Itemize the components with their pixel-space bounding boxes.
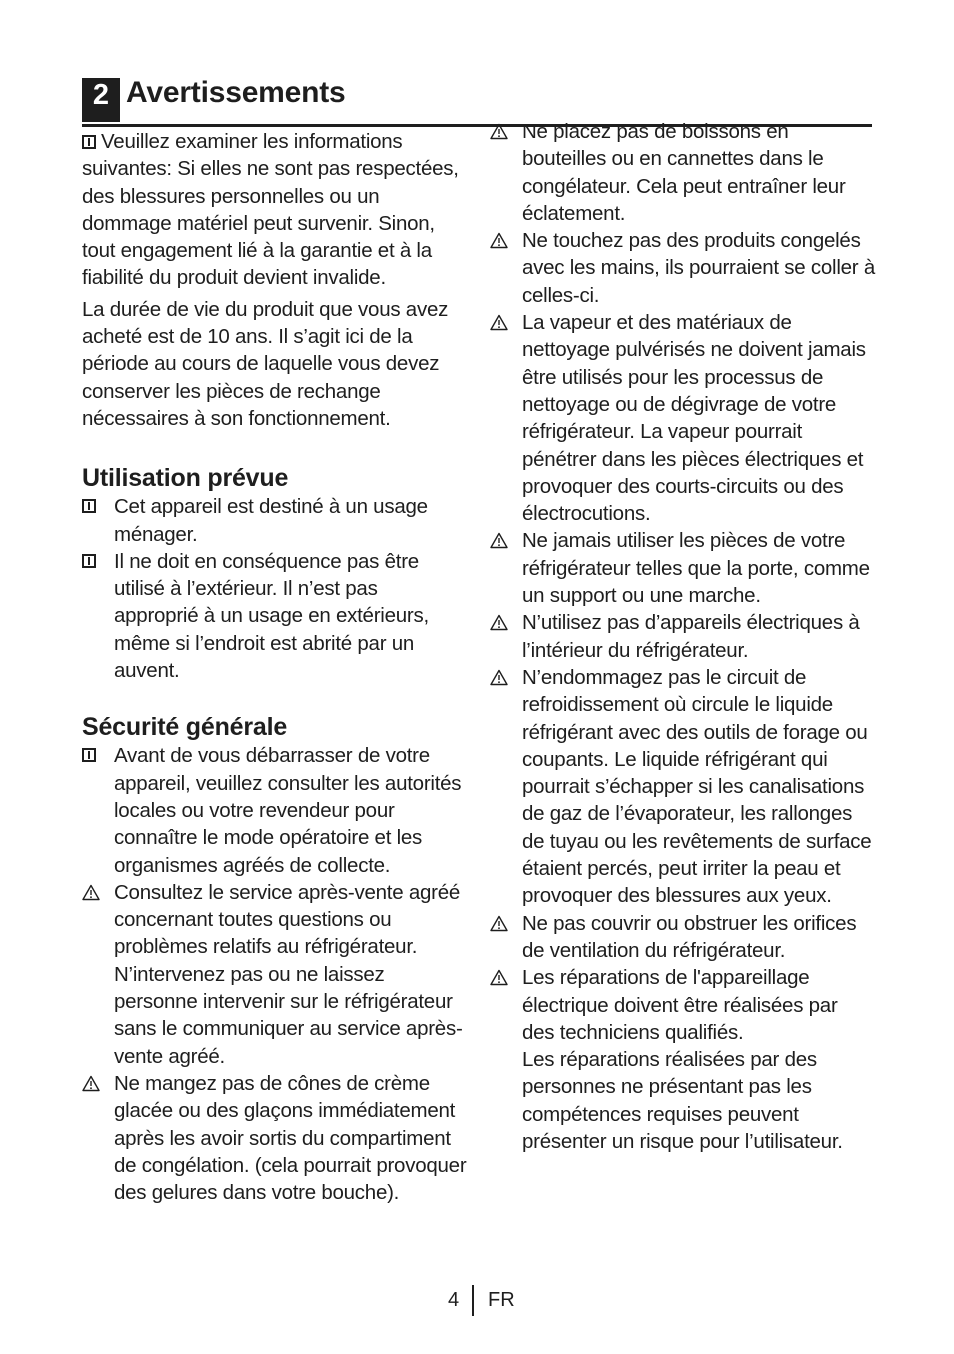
list-item-text: Ne placez pas de boissons en bouteilles ou en cannettes dans le congélateur. Cela peut entraîner leur éclatement. xyxy=(522,120,846,225)
warning-icon xyxy=(490,232,508,249)
intro-paragraph-1 xyxy=(82,128,467,292)
list-item-text: La vapeur et des matériaux de nettoyage pulvérisés ne doivent jamais être utilisés pour les processus de nettoyage ou de dégivrage de votre réfrigérateur. La vapeur pourrait pénétrer dans les pièces électriques et provoquer des courts-circuits ou des électrocutions. xyxy=(522,311,866,526)
intro-paragraph-2: La durée de vie du produit que vous avez acheté est de 10 ans. Il s’agit ici de la période au cours de laquelle vous devez conserver les pièces de rechange nécessaires à son fonctionnement. xyxy=(82,297,449,430)
language-code: FR xyxy=(488,1289,515,1311)
info-icon xyxy=(82,748,96,762)
list-item-text: Consultez le service après-vente agréé concernant toutes questions ou problèmes relatifs au réfrigérateur. N’intervenez pas ou ne laissez personne intervenir sur le réfrigérateur sans le communiquer au service après-vente agréé. xyxy=(114,880,463,1068)
page-number: 4 xyxy=(448,1289,460,1311)
warning-icon xyxy=(490,614,508,631)
right-column xyxy=(490,118,875,1155)
list-item-text: Il ne doit en conséquence pas être utilisé à l’extérieur. Il n’est pas approprié à un usage en extérieurs, même si l’endroit est abrité par un auvent. xyxy=(114,549,429,683)
list-item xyxy=(82,548,467,684)
list-item-text: N’utilisez pas d’appareils électriques à l’intérieur du réfrigérateur. xyxy=(522,611,860,662)
info-icon xyxy=(82,135,96,149)
list-item xyxy=(82,1070,467,1206)
left-column xyxy=(82,128,467,1206)
list-item xyxy=(490,609,875,664)
list-item xyxy=(82,879,467,1070)
list-item xyxy=(490,910,875,965)
list-item-text: Avant de vous débarrasser de votre appareil, veuillez consulter les autorités locales ou votre revendeur pour connaître le mode opératoire et les organismes agréés de collecte. xyxy=(114,744,462,877)
warning-icon xyxy=(82,1075,100,1092)
list-item-text: Cet appareil est destiné à un usage ménager. xyxy=(114,495,428,546)
list-item-text: Ne pas couvrir ou obstruer les orifices de ventilation du réfrigérateur. xyxy=(522,911,857,962)
section-title-intended-use: Utilisation prévue xyxy=(82,464,289,493)
warning-icon xyxy=(490,314,508,331)
info-icon xyxy=(82,499,96,513)
list-item-text-continued: Les réparations réalisées par des personnes ne présentant pas les compétences requises peuvent présenter un risque pour l’utilisateur. xyxy=(522,1048,843,1153)
warning-icon xyxy=(82,884,100,901)
chapter-title: Avertissements xyxy=(126,76,346,109)
footer-divider xyxy=(472,1285,474,1316)
list-item-text: Ne mangez pas de cônes de crème glacée ou des glaçons immédiatement après les avoir sortis du compartiment de congélation. (cela pourrait provoquer des gelures dans votre bouche). xyxy=(114,1071,467,1205)
list-item-text: Ne touchez pas des produits congelés avec les mains, ils pourraient se coller à celles-ci. xyxy=(522,229,875,307)
list-item xyxy=(490,227,875,309)
list-item xyxy=(82,493,467,548)
section-title-general-safety: Sécurité générale xyxy=(82,713,288,742)
chapter-number: 2 xyxy=(82,78,120,122)
list-item xyxy=(490,964,875,1155)
list-item xyxy=(490,664,875,910)
warning-icon xyxy=(490,123,508,140)
list-item-text: Ne jamais utiliser les pièces de votre réfrigérateur telles que la porte, comme un support ou une marche. xyxy=(522,529,870,608)
list-item xyxy=(490,309,875,527)
warning-icon xyxy=(490,532,508,549)
list-item xyxy=(490,118,875,227)
list-item xyxy=(82,742,467,878)
list-item-text: N’endommagez pas le circuit de refroidissement où circule le liquide réfrigérant avec des outils de forage ou coupants. Le liquide réfrigérant qui pourrait s’échapper si les canalisations de gaz de l’évaporateur, les rallonges de tuyau ou les revêtements de surface étaient percés, peut irriter la peau et provoquer des blessures aux yeux. xyxy=(522,665,872,908)
intro-text-1: Veuillez examiner les informations suivantes: Si elles ne sont pas respectées, des blessures personnelles ou un dommage matériel peut survenir. Sinon, tout engagement lié à la garantie et à la fiabilité du produit devient invalide. xyxy=(82,130,459,290)
list-item-text: Les réparations de l'appareillage électrique doivent être réalisées par des techniciens qualifiés. xyxy=(522,966,838,1044)
warning-icon xyxy=(490,669,508,686)
list-item xyxy=(490,527,875,609)
warning-icon xyxy=(490,915,508,932)
warning-icon xyxy=(490,969,508,986)
info-icon xyxy=(82,554,96,568)
